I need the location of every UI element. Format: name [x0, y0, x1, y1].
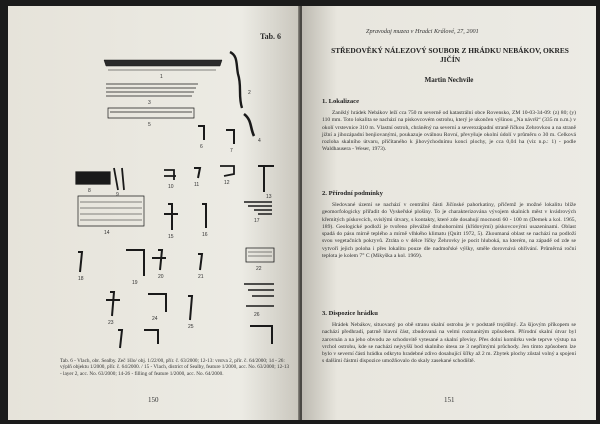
sherd-9	[114, 168, 124, 190]
plate-label: Tab. 6	[260, 32, 282, 41]
pottery-plate	[48, 44, 298, 362]
sherd-16	[202, 204, 206, 228]
sherd-10	[164, 170, 176, 180]
sherd-11	[194, 168, 200, 178]
section-text-3: Hrádek Nebákov, situovaný po obě stranu skalní ostrohu je v podstatě trojdílný. Za šíjovým příkopem se nachází předhradí, patrně hlavní část, zbudovaná na velmi rozmanitým způsobem. Přírodní skalní útvar byl zarovnán a na jeho obvodu ze schodovitě vytesané a skalní převisy. Přes dolní komůrku vede teprve výstup na vrchol ostrohu, kde se nachází nejvyšší bod skalního útesu ze 3 nepřímými průchody. Jen tímto způsobem lze bylo v severní části hrádku odkryto hradebné zdivo dosahující šířky až 2 m. Zbytek plochy zůstal volný a spojení s dalšími částmi dispozice umožňovalo do skaly zasekané schodiště.	[322, 322, 576, 365]
sherd-13	[258, 166, 274, 192]
sherd-18	[78, 252, 82, 272]
sherd-7	[226, 130, 234, 144]
fig-num-7: 7	[230, 148, 233, 154]
fig-num-11: 11	[194, 182, 200, 188]
sherd-12	[220, 166, 234, 176]
fig-num-4: 4	[258, 138, 261, 144]
sherd-26	[244, 284, 274, 306]
section-heading-2: 2. Přírodní podmínky	[322, 190, 383, 197]
fig-num-5: 5	[148, 122, 151, 128]
sherd-2	[230, 52, 242, 108]
sherd-8	[76, 172, 110, 184]
fig-num-19: 19	[132, 280, 138, 286]
fig-num-22: 22	[256, 266, 262, 272]
page-number-left: 150	[148, 396, 159, 404]
section-text-2: Sledované území se nachází v centrální části Jičínské pahorkatiny, přičemž je možné lokalitu blíže geomorfologicky přiřadit do Vyskeřské plošiny. To je charakterizována vývojem skalních měst v kvádrových křemitých pískovcích, svislými útvary, s kontakty, které zde dosahují mocnosti 60 - 100 m (Demek a kol. 1965, 189). Geologické podloží je tvořeno převážně druhohorními (křídovými) pískovcovými usazeninami. Oblast spadá do pásu mírně teplého a mírně vlhkého klimatu (Quitt 1972, 5). Zkoumaná oblast se nachází na podloží svou vegetačních pokryvů. Ztráta o v délce říčky Žehrovky je pocit hluboká, na kterém, na západě od zde se vytvoří jejich poloha i přes lokalitu pouze dle nadmořské výšky, směle dorovnává ohřívání. Průměrná roční teplota je kolem 7° C (Mikyška a kol. 1969).	[322, 202, 576, 260]
sherd-22	[246, 248, 274, 262]
fig-num-10: 10	[168, 184, 174, 190]
sherd-21	[198, 254, 202, 270]
fig-num-14: 14	[104, 230, 110, 236]
sherd-23	[106, 292, 120, 316]
journal-header: Zpravodaj muzea v Hradci Králové, 27, 2001	[366, 28, 479, 35]
fig-num-21: 21	[198, 274, 204, 280]
fig-num-13: 13	[266, 194, 272, 200]
sherd-4	[244, 114, 254, 136]
sherd-27	[118, 330, 158, 348]
section-text-1: Zaniklý hrádek Nebákov leží cca 750 m severně od katastrální obce Rovensko, ZM 10-03-34-09: (z) 80; (y) 110 mm. Toto lokalita se nachází na pískovcovém ostrohu, který je ukončen výšinou „Na návrší“ (335 m n.m.) v okolí vrstevnice 310 m. Vlastní ostroh, chráněný na severní a severozápadní straně říčkou Zehrovkou a na straně jižní a jihozápadní benjiovanými, poukazuje oválnou Rovní, převyšuje okolní údolí v průměru o 30 m. Celková rozloha skalního útvaru, přičítaného k jihovýchodnímu konci plochy, je cca 0,04 ha (viz n.p.: 1) - podle Waldhausera - Weser, 1973).	[322, 110, 576, 153]
fig-num-17: 17	[254, 218, 260, 224]
sherd-19	[126, 250, 144, 276]
page-number-right: 151	[444, 396, 455, 404]
article-author: Martin Nechvíle	[424, 76, 474, 84]
right-page	[302, 6, 596, 420]
sherd-25	[188, 296, 192, 320]
fig-num-3: 3	[148, 100, 151, 106]
fig-num-24: 24	[152, 316, 158, 322]
sherd-5	[108, 108, 194, 118]
sherd-22-lines	[248, 252, 272, 256]
left-page	[8, 6, 300, 420]
fig-num-16: 16	[202, 232, 208, 238]
section-heading-1: 1. Lokalizace	[322, 98, 359, 105]
fig-num-25: 25	[188, 324, 194, 330]
sherd-1	[104, 60, 222, 66]
fig-num-6: 6	[200, 144, 203, 150]
article-title: STŘEDOVĚKÝ NÁLEZOVÝ SOUBOR Z HRÁDKU NEBÁKOV, OKRES JIČÍN	[331, 46, 569, 64]
fig-num-1: 1	[160, 74, 163, 80]
section-heading-3: 3. Dispozice hrádku	[322, 310, 378, 317]
fig-num-8: 8	[88, 188, 91, 194]
fig-num-15: 15	[168, 234, 174, 240]
fig-num-23: 23	[108, 320, 114, 326]
sherd-24	[148, 294, 166, 312]
fig-num-12: 12	[224, 180, 230, 186]
sherd-15	[164, 204, 178, 230]
sherd-14	[78, 196, 144, 226]
sherd-14-lines	[80, 202, 142, 220]
fig-num-18: 18	[78, 276, 84, 282]
fig-num-9: 9	[116, 192, 119, 198]
plate-caption: Tab. 6 - Vlach, obr. Sealby. Zeč 1šlo/ obj. 1/22/00, přír. č. 63/2000; 12-13: vrstva 2, přír. č. 64/2000; 14 - 26: výplň objektu 1/2000, přír. č. 64/2000. / 15 - Vlach, district of Sealby, feature 1/2000, acc. No. 63/2000; 12-13 - layer 2, acc. No. 63/2000; 14-26 - filling of feature 1/2000, acc. No. 64/2000.	[60, 358, 290, 377]
fig-num-26: 26	[254, 312, 260, 318]
sherd-3	[106, 84, 198, 96]
sherd-17	[244, 202, 272, 214]
sherd-20	[152, 250, 166, 270]
sherd-28	[250, 326, 272, 344]
fig-num-20: 20	[158, 274, 164, 280]
sherd-6	[198, 126, 204, 140]
fig-num-2: 2	[248, 90, 251, 96]
